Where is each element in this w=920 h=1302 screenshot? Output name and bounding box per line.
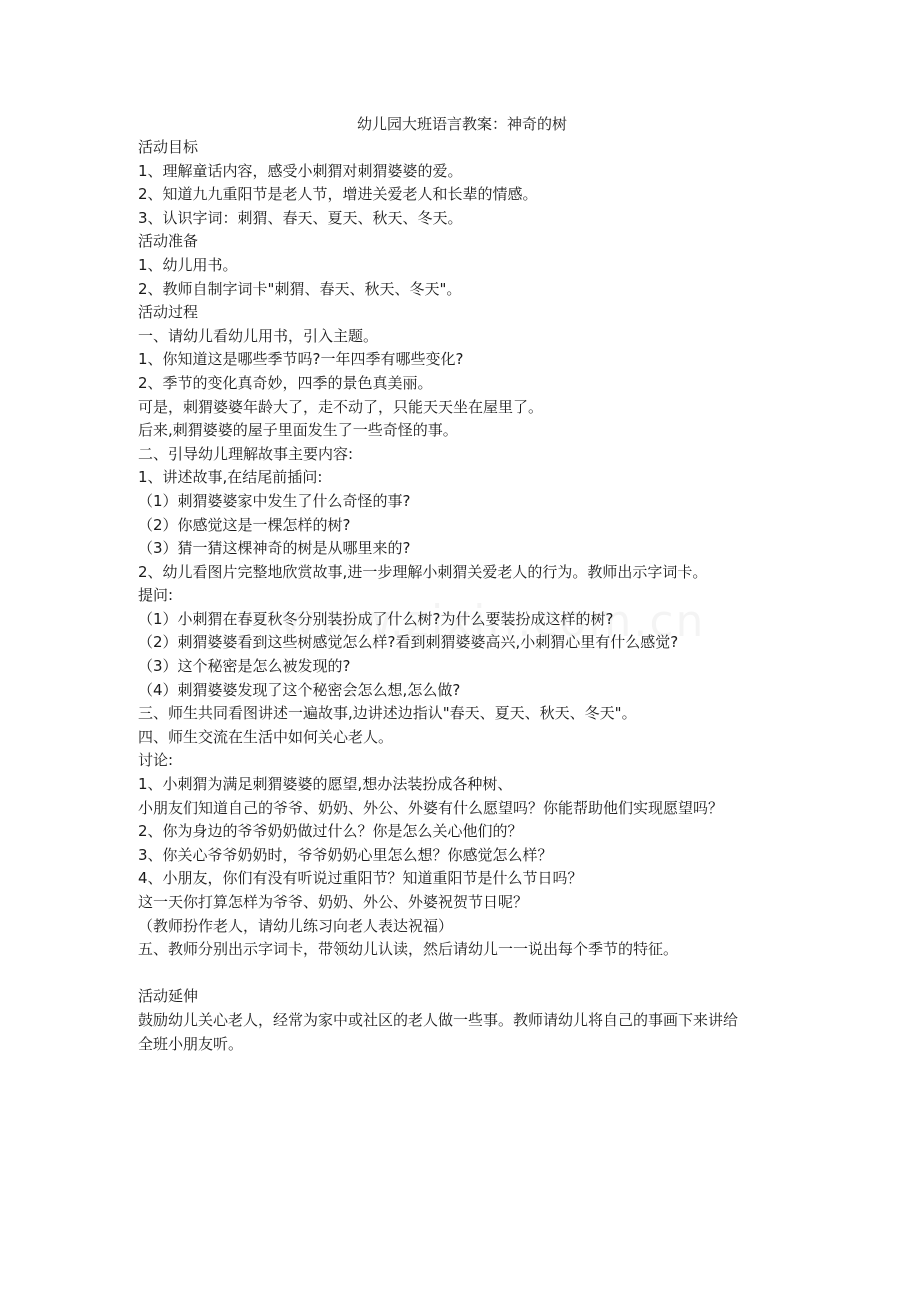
document-content [138,112,786,1056]
text-line: 2、教师自制字词卡"刺猬、春天、秋天、冬天"。 [138,279,462,298]
text-line: （4）刺猬婆婆发现了这个秘密会怎么想,怎么做? [138,680,461,699]
text-line: 可是，刺猬婆婆年龄大了，走不动了，只能天天坐在屋里了。 [138,397,544,416]
document-body [138,136,786,1009]
text-line: 2、你为身边的爷爷奶奶做过什么？你是怎么关心他们的？ [138,822,523,841]
text-line: 鼓励幼儿关心老人，经常为家中或社区的老人做一些事。教师请幼儿将自己的事画下来讲给 [138,1010,739,1029]
text-line: 1、小刺猬为满足刺猬婆婆的愿望,想办法装扮成各种树、 [138,775,513,794]
text-line: 二、引导幼儿理解故事主要内容: [138,444,354,463]
text-line: （2）你感觉这是一棵怎样的树? [138,515,351,534]
text-line: 讨论: [138,751,174,770]
text-line: 2、知道九九重阳节是老人节，增进关爱老人和长辈的情感。 [138,185,538,204]
text-line: 1、理解童话内容，感受小刺猬对刺猬婆婆的爱。 [138,161,463,180]
text-line: （1）小刺猬在春夏秋冬分别装扮成了什么树?为什么要装扮成这样的树? [138,609,614,628]
text-line: （1）刺猬婆婆家中发生了什么奇怪的事? [138,491,411,510]
text-line: 活动目标 [138,138,199,156]
blank-line [138,962,786,986]
text-line: 提问: [138,586,174,605]
text-line: （3）这个秘密是怎么被发现的? [138,657,351,676]
text-line: 1、讲述故事,在结尾前插问: [138,468,323,487]
text-line: 四、师生交流在生活中如何关心老人。 [138,727,394,746]
text-line: （教师扮作老人，请幼儿练习向老人表达祝福） [138,916,454,935]
text-line: 2、幼儿看图片完整地欣赏故事,进一步理解小刺猬关爱老人的行为。教师出示字词卡。 [138,562,708,581]
text-line: 2、季节的变化真奇妙，四季的景色真美丽。 [138,373,433,392]
text-line: （2）刺猬婆婆看到这些树感觉怎么样?看到刺猬婆婆高兴,小刺猬心里有什么感觉? [138,633,679,652]
text-line: （3）猜一猜这棵神奇的树是从哪里来的? [138,539,411,558]
text-line: 活动准备 [138,232,199,251]
text-line: 后来,刺猬婆婆的屋子里面发生了一些奇怪的事。 [138,421,458,440]
text-line: 五、教师分别出示字词卡，带领幼儿认读，然后请幼儿一一说出每个季节的特征。 [138,940,679,959]
text-line: 活动过程 [138,303,199,322]
text-line: 一、请幼儿看幼儿用书，引入主题。 [138,326,379,345]
text-line: 活动延伸 [138,987,199,1006]
document-title: 幼儿园大班语言教案：神奇的树 [356,115,567,133]
text-line: 4、小朋友，你们有没有听说过重阳节？知道重阳节是什么节日吗？ [138,869,583,888]
text-line: 3、你关心爷爷奶奶时，爷爷奶奶心里怎么想？你感觉怎么样？ [138,845,553,864]
text-line: 三、师生共同看图讲述一遍故事,边讲述边指认"春天、夏天、秋天、冬天"。 [138,704,637,723]
text-line: 1、幼儿用书。 [138,255,238,274]
text-line: 小朋友们知道自己的爷爷、奶奶、外公、外婆有什么愿望吗？你能帮助他们实现愿望吗？ [138,798,724,817]
text-line: 3、认识字词：刺猬、春天、夏天、秋天、冬天。 [138,208,463,227]
text-line: 全班小朋友听。 [138,1034,244,1053]
text-line: 这一天你打算怎样为爷爷、奶奶、外公、外婆祝贺节日呢？ [138,893,529,911]
text-line: 1、你知道这是哪些季节吗?一年四季有哪些变化? [138,350,464,369]
